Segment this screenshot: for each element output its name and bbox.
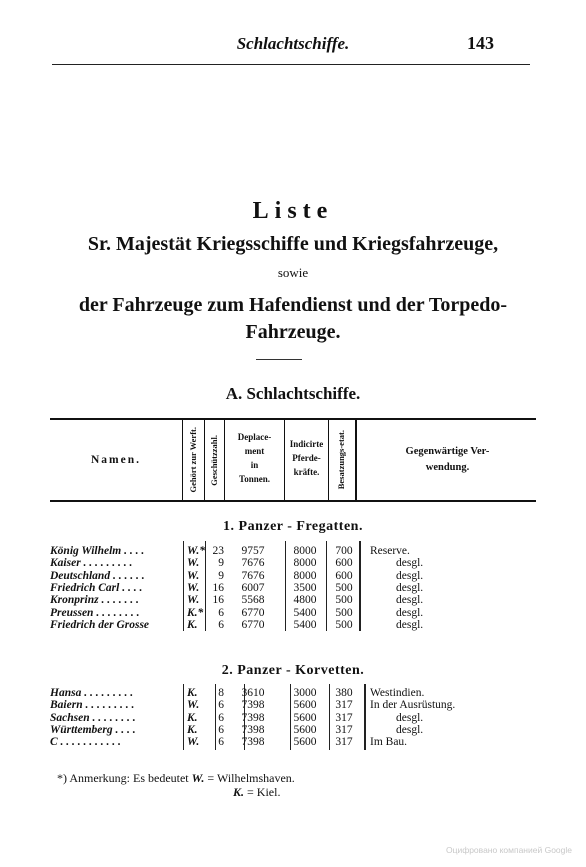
cell-horsepower: 8000: [293, 557, 317, 570]
cell-crew: 380: [335, 687, 353, 699]
section-heading: A. Schlachtschiffe.: [225, 384, 361, 403]
cell-werft: K.: [187, 618, 198, 631]
cell-horsepower: 5600: [293, 723, 317, 736]
cell-displacement: 3610: [241, 687, 265, 699]
column-header-werft-label: Gehört zur Werft.: [187, 427, 198, 493]
cell-horsepower: 5600: [293, 711, 317, 724]
cell-crew: 317: [335, 699, 353, 712]
table-row: [50, 724, 550, 736]
cell-guns: 16: [212, 594, 224, 607]
table-row: [50, 736, 550, 748]
table-row: [50, 687, 550, 699]
header-line: ment: [244, 446, 265, 456]
heading-sowie: sowie: [277, 265, 309, 280]
group-title-panzer-korvetten: 2. Panzer - Korvetten.: [221, 663, 365, 678]
table-row: [50, 594, 550, 606]
cell-crew: 500: [335, 618, 353, 631]
cell-crew: 700: [335, 545, 353, 557]
cell-displacement: 7676: [241, 557, 265, 570]
ship-name: Württemberg . . . .: [50, 723, 136, 736]
running-title: Schlachtschiffe.: [236, 34, 350, 53]
column-header-crew: [329, 420, 357, 500]
ship-name: Sachsen . . . . . . . .: [50, 711, 136, 724]
cell-werft: W.: [187, 594, 200, 607]
cell-crew: 317: [335, 711, 353, 724]
footnote-w-text: = Wilhelmshaven.: [207, 771, 295, 785]
cell-crew: 500: [335, 581, 353, 594]
cell-werft: W.: [187, 736, 200, 749]
cell-guns: 6: [218, 723, 224, 736]
ship-name: Hansa . . . . . . . . .: [50, 687, 134, 699]
cell-crew: 317: [335, 723, 353, 736]
group-title-panzer-fregatten: 1. Panzer - Fregatten.: [223, 519, 363, 534]
ship-name: Friedrich Carl . . . .: [50, 581, 143, 594]
table-row: [50, 570, 550, 582]
cell-horsepower: 5600: [293, 699, 317, 712]
cell-crew: 317: [335, 736, 353, 749]
cell-use: Westindien.: [370, 687, 425, 699]
heading-line-1: Sr. Majestät Kriegsschiffe und Kriegsfahrzeuge,: [87, 233, 499, 255]
google-watermark: Оцифровано компанией Google: [445, 845, 572, 855]
ship-name: Deutschland . . . . . .: [50, 569, 145, 582]
ship-name: Baiern . . . . . . . . .: [50, 699, 135, 712]
header-line: wendung.: [425, 462, 470, 473]
ship-name: Kronprinz . . . . . . .: [50, 594, 139, 607]
cell-werft: K.: [187, 711, 198, 724]
cell-use: desgl.: [396, 557, 424, 570]
cell-crew: 500: [335, 606, 353, 619]
cell-horsepower: 4800: [293, 594, 317, 607]
cell-horsepower: 3500: [293, 581, 317, 594]
cell-guns: 8: [218, 687, 224, 699]
cell-displacement: 6770: [241, 606, 265, 619]
column-header-displacement: [225, 420, 285, 500]
cell-horsepower: 3000: [293, 687, 317, 699]
heading-line-2: der Fahrzeuge zum Hafendienst und der Torpedo-: [78, 294, 508, 316]
cell-use: Reserve.: [370, 545, 410, 557]
cell-displacement: 7398: [241, 711, 265, 724]
page-number: 143: [467, 33, 494, 53]
table-row: [50, 557, 550, 569]
table-header: [50, 418, 536, 502]
header-line: Gegenwärtige Ver-: [405, 446, 490, 457]
heading-line-3: Fahrzeuge.: [245, 321, 341, 343]
cell-werft: W.: [187, 581, 200, 594]
cell-displacement: 7676: [241, 569, 265, 582]
cell-guns: 6: [218, 736, 224, 749]
footnote-w-abbr: W.: [191, 771, 205, 785]
cell-use: desgl.: [396, 618, 424, 631]
cell-guns: 6: [218, 618, 224, 631]
cell-displacement: 7398: [241, 736, 265, 749]
column-header-guns-label: Geschützzahl.: [208, 434, 219, 486]
cell-use: desgl.: [396, 594, 424, 607]
cell-werft: W.*: [187, 545, 205, 557]
cell-use: desgl.: [396, 711, 424, 724]
header-line: in: [250, 460, 259, 470]
cell-horsepower: 5400: [293, 606, 317, 619]
cell-guns: 6: [218, 699, 224, 712]
short-divider: [256, 359, 302, 360]
cell-use: desgl.: [396, 569, 424, 582]
column-header-name: Namen.: [50, 420, 183, 500]
header-line: Deplace-: [237, 432, 272, 442]
cell-crew: 600: [335, 569, 353, 582]
cell-horsepower: 8000: [293, 569, 317, 582]
footnote-k-abbr: K.: [233, 785, 245, 799]
cell-guns: 9: [218, 557, 224, 570]
cell-use: Im Bau.: [370, 736, 408, 749]
cell-use: In der Ausrüstung.: [370, 699, 456, 712]
ship-name: Friedrich der Grosse: [50, 618, 150, 631]
cell-werft: W.: [187, 557, 200, 570]
footnote-prefix: *) Anmerkung: Es bedeutet: [57, 771, 189, 785]
cell-guns: 6: [218, 606, 224, 619]
cell-guns: 6: [218, 711, 224, 724]
footnote-line-2: [233, 785, 280, 800]
cell-use: desgl.: [396, 581, 424, 594]
cell-use: desgl.: [396, 723, 424, 736]
cell-displacement: 6007: [241, 581, 265, 594]
table-row: [50, 619, 550, 631]
header-line: Indicirte: [289, 439, 324, 449]
header-line: Tonnen.: [239, 474, 270, 484]
column-header-use: [359, 420, 536, 500]
table-row: [50, 545, 550, 557]
table-row: [50, 712, 550, 724]
cell-werft: K.*: [187, 606, 204, 619]
cell-horsepower: 8000: [293, 545, 317, 557]
cell-displacement: 6770: [241, 618, 265, 631]
column-header-guns: [205, 420, 225, 500]
column-header-werft: [183, 420, 205, 500]
header-line: Pferde-: [292, 453, 321, 463]
header-line: kräfte.: [293, 467, 320, 477]
footnote-line-1: [57, 771, 295, 786]
table-row: [50, 607, 550, 619]
cell-werft: W.: [187, 699, 200, 712]
ship-name: C . . . . . . . . . . .: [50, 736, 121, 749]
cell-werft: K.: [187, 687, 198, 699]
column-header-crew-label: Besatzungs-etat.: [336, 430, 347, 490]
heading-liste: Liste: [252, 198, 334, 224]
cell-displacement: 7398: [241, 723, 265, 736]
cell-guns: 9: [218, 569, 224, 582]
header-rule: [52, 64, 530, 65]
cell-use: desgl.: [396, 606, 424, 619]
cell-displacement: 5568: [241, 594, 265, 607]
footnote-k-text: = Kiel.: [247, 785, 281, 799]
cell-displacement: 9757: [241, 545, 265, 557]
cell-guns: 16: [212, 581, 224, 594]
cell-horsepower: 5400: [293, 618, 317, 631]
cell-horsepower: 5600: [293, 736, 317, 749]
cell-werft: W.: [187, 569, 200, 582]
cell-crew: 500: [335, 594, 353, 607]
column-header-horsepower: [285, 420, 329, 500]
table-row: [50, 582, 550, 594]
cell-displacement: 7398: [241, 699, 265, 712]
cell-crew: 600: [335, 557, 353, 570]
ship-name: Kaiser . . . . . . . . .: [50, 557, 133, 570]
cell-werft: K.: [187, 723, 198, 736]
ship-name: Preussen . . . . . . . .: [50, 606, 140, 619]
ship-name: König Wilhelm . . . .: [50, 545, 145, 557]
cell-guns: 23: [212, 545, 224, 557]
table-row: [50, 699, 550, 711]
